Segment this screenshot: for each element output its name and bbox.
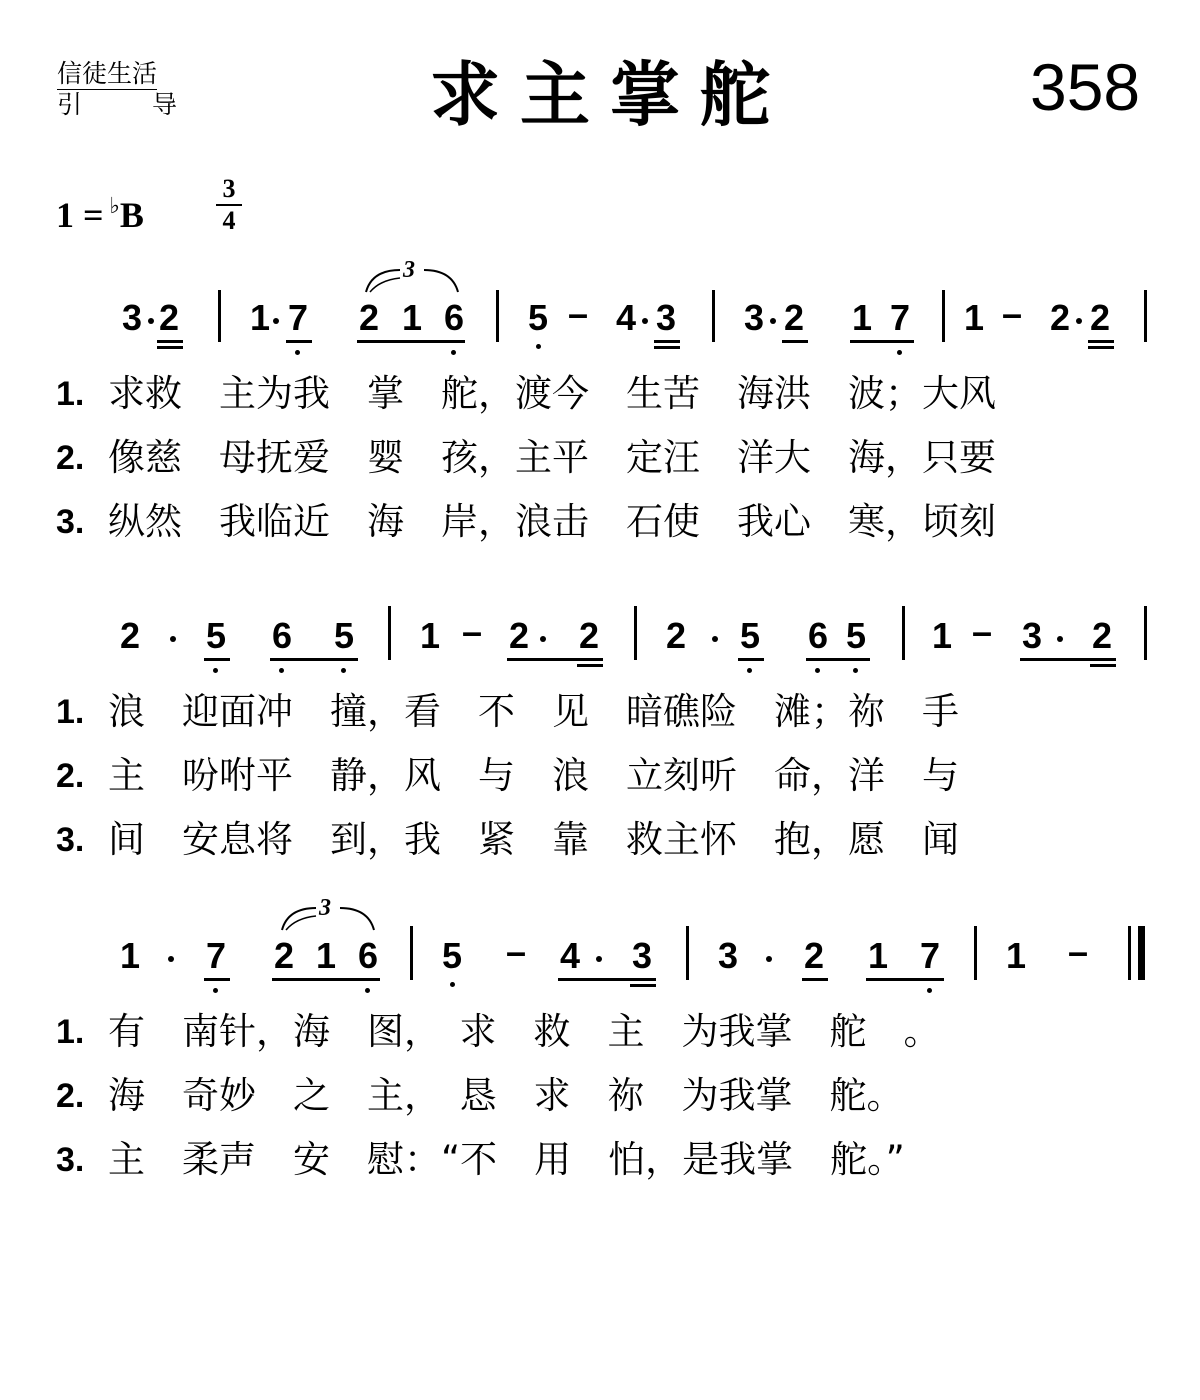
low-dot (365, 988, 370, 993)
note: 5 (205, 615, 227, 656)
note: 2 (358, 297, 380, 338)
lyric-line: 海 奇妙 之 主， 恳 求 祢 为我掌 舵。 (108, 1074, 904, 1117)
aug-dot (170, 636, 176, 642)
subcategory-label (57, 91, 177, 119)
note: 3 (121, 297, 143, 338)
note: 6 (443, 297, 465, 338)
low-dot (747, 668, 752, 673)
note: 5 (739, 615, 761, 656)
note: 2 (273, 935, 295, 976)
note: 6 (357, 935, 379, 976)
bar-line (1144, 290, 1147, 342)
time-bottom: 4 (222, 206, 236, 235)
verse-label: 3. (56, 1141, 85, 1179)
lyric-line: 纵然 我临近 海 岸，浪击 石使 我心 寒，顷刻 (108, 500, 996, 543)
lyric-line: 间 安息将 到，我 紧 靠 救主怀 抱，愿 闻 (108, 818, 959, 861)
note: 1 (419, 615, 441, 656)
lyric-line: 有 南针，海 图， 求 救 主 为我掌 舵 。 (108, 1010, 941, 1053)
verse-label: 1. (56, 693, 85, 731)
triplet-number: 3 (319, 895, 331, 921)
underline (654, 346, 680, 349)
lyric-line: 求救 主为我 掌 舵，渡今 生苦 海洪 波；大风 (108, 372, 996, 415)
bar-line (1144, 606, 1147, 660)
note: 4 (615, 297, 637, 338)
aug-dot (712, 636, 718, 642)
underline (577, 664, 603, 667)
lyric-line: 像慈 母抚爱 婴 孩，主平 定汪 洋大 海，只要 (108, 436, 996, 479)
aug-dot (1057, 636, 1063, 642)
note: 1 (963, 297, 985, 338)
note: 5 (527, 297, 549, 338)
verse-label: 1. (56, 375, 85, 413)
note: 2 (508, 615, 530, 656)
note: 3 (743, 297, 765, 338)
underline (802, 978, 828, 981)
subcategory-right: 导 (151, 90, 177, 119)
bar-line (686, 926, 689, 980)
note: 5 (333, 615, 355, 656)
note: 5 (441, 935, 463, 976)
underline (1020, 658, 1116, 661)
lyric-line: 主 柔声 安 慰：“不 用 怕，是我掌 舵。” (108, 1138, 905, 1181)
verse-label: 2. (56, 757, 85, 795)
dash: – (1068, 931, 1089, 972)
underline (558, 978, 656, 981)
aug-dot (770, 318, 776, 324)
note: 7 (919, 935, 941, 976)
underline (157, 346, 183, 349)
verse-label: 2. (56, 439, 85, 477)
key-note: B (119, 195, 144, 235)
dash: – (506, 931, 527, 972)
lyric-line: 浪 迎面冲 撞，看 不 见 暗礁险 滩；祢 手 (108, 690, 959, 733)
note: 6 (807, 615, 829, 656)
time-top: 3 (222, 174, 236, 203)
note: 2 (1089, 297, 1111, 338)
verse-label: 1. (56, 1013, 85, 1051)
low-dot (897, 350, 902, 355)
note: 2 (119, 615, 141, 656)
bar-line (388, 606, 391, 660)
note: 2 (578, 615, 600, 656)
aug-dot (766, 956, 772, 962)
underline (507, 658, 603, 661)
note: 3 (717, 935, 739, 976)
low-dot (295, 350, 300, 355)
bar-line (974, 926, 977, 980)
note: 1 (401, 297, 423, 338)
bar-line (712, 290, 715, 342)
note: 2 (783, 297, 805, 338)
underline (1090, 664, 1116, 667)
dash: – (568, 293, 589, 334)
underline (782, 340, 808, 343)
note: 4 (559, 935, 581, 976)
underline (270, 658, 358, 661)
bar-line (634, 606, 637, 660)
aug-dot (1076, 318, 1082, 324)
underline (357, 340, 465, 343)
underline (850, 340, 914, 343)
verse-label: 3. (56, 503, 85, 541)
aug-dot (168, 956, 174, 962)
low-dot (927, 988, 932, 993)
note: 1 (315, 935, 337, 976)
low-dot (450, 982, 455, 987)
note: 5 (845, 615, 867, 656)
note: 2 (1091, 615, 1113, 656)
underline (654, 340, 680, 343)
low-dot (279, 668, 284, 673)
category-label: 信徒生活 (57, 59, 158, 88)
aug-dot (540, 636, 546, 642)
aug-dot (148, 318, 154, 324)
low-dot (451, 350, 456, 355)
time-signature (216, 176, 242, 234)
underline (157, 340, 183, 343)
note: 2 (803, 935, 825, 976)
note: 2 (1049, 297, 1071, 338)
note: 1 (931, 615, 953, 656)
final-bar-thin (1128, 926, 1131, 980)
note: 1 (249, 297, 271, 338)
dash: – (462, 611, 483, 652)
lyric-line: 主 吩咐平 静，风 与 浪 立刻听 命，洋 与 (108, 754, 959, 797)
note: 1 (851, 297, 873, 338)
dash: – (1002, 293, 1023, 334)
underline (630, 984, 656, 987)
bar-line (218, 290, 221, 342)
key-signature (56, 186, 144, 235)
key-prefix: 1 = (56, 195, 104, 235)
low-dot (341, 668, 346, 673)
low-dot (213, 988, 218, 993)
bar-line (410, 926, 413, 980)
note: 1 (1005, 935, 1027, 976)
dash: – (972, 611, 993, 652)
hymn-number: 358 (1030, 50, 1141, 124)
low-dot (853, 668, 858, 673)
underline (204, 658, 230, 661)
underline (286, 340, 312, 343)
bar-line (902, 606, 905, 660)
low-dot (213, 668, 218, 673)
bar-line (942, 290, 945, 342)
underline (204, 978, 230, 981)
final-bar-thick (1138, 926, 1145, 980)
aug-dot (273, 318, 279, 324)
note: 2 (665, 615, 687, 656)
underline (272, 978, 380, 981)
verse-label: 2. (56, 1077, 85, 1115)
note: 7 (205, 935, 227, 976)
flat-symbol: ♭ (109, 193, 120, 218)
underline (1088, 346, 1114, 349)
note: 6 (271, 615, 293, 656)
note: 3 (631, 935, 653, 976)
low-dot (536, 344, 541, 349)
verse-label: 3. (56, 821, 85, 859)
note: 7 (889, 297, 911, 338)
low-dot (815, 668, 820, 673)
note: 2 (158, 297, 180, 338)
note: 3 (655, 297, 677, 338)
triplet-number: 3 (403, 257, 415, 283)
subcategory-left: 引 (57, 90, 83, 119)
hymn-title: 求主掌舵 (430, 54, 790, 136)
aug-dot (596, 956, 602, 962)
note: 7 (287, 297, 309, 338)
note: 1 (119, 935, 141, 976)
bar-line (496, 290, 499, 342)
underline (738, 658, 764, 661)
underline (866, 978, 944, 981)
underline (1088, 340, 1114, 343)
note: 3 (1021, 615, 1043, 656)
underline (806, 658, 870, 661)
aug-dot (642, 318, 648, 324)
note: 1 (867, 935, 889, 976)
